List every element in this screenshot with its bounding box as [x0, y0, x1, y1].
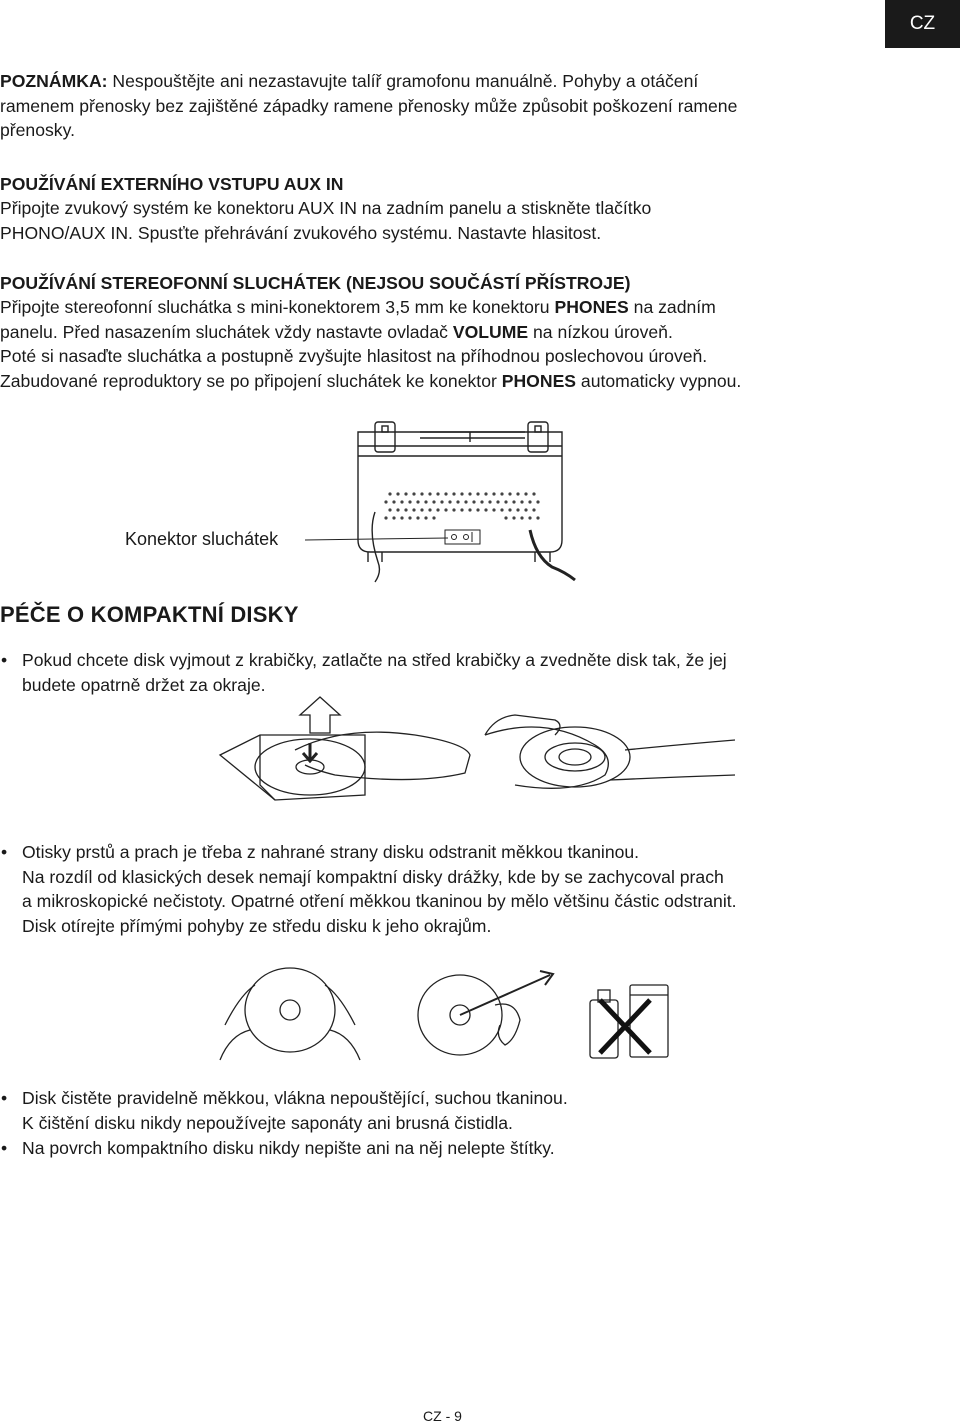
turntable-rear-illustration — [330, 412, 600, 587]
hp-line-1c: na zadním — [628, 297, 716, 317]
note-line-3: přenosky. — [0, 120, 75, 140]
hp-line-2a: panelu. Před nasazením sluchátek vždy nastavte ovladač — [0, 321, 453, 342]
note-label: POZNÁMKA: — [0, 71, 108, 91]
hp-line-4c: automaticky vypnou. — [576, 370, 742, 391]
hp-line-1a: Připojte stereofonní sluchátka s mini-konektorem 3,5 mm ke konektoru — [0, 297, 555, 317]
bullet-item-3 — [0, 1086, 870, 1138]
headphones-heading: POUŽÍVÁNÍ STEREOFONNÍ SLUCHÁTEK (NEJSOU SOUČÁSTÍ PŘÍSTROJE) — [0, 273, 631, 293]
note-line-2: ramenem přenosky bez zajištěné západky ramene přenosky může způsobit poškození ramene — [0, 95, 738, 116]
headphones-paragraph — [0, 295, 741, 393]
bullet-3-line-2: K čištění disku nikdy nepoužívejte saponáty ani brusná čistidla. — [22, 1112, 513, 1133]
callout-line — [305, 530, 450, 550]
cd-care-title: PÉČE O KOMPAKTNÍ DISKY — [0, 602, 299, 627]
page-number: CZ - 9 — [423, 1408, 462, 1424]
bullet-2-line-4: Disk otírejte přímými pohyby ze středu disku k jeho okrajům. — [22, 915, 492, 936]
bullet-2-line-3: a mikroskopické nečistoty. Opatrné otření měkkou tkaninou by mělo většinu částic odstranit. — [22, 891, 737, 911]
bullet-dot: • — [1, 1088, 8, 1108]
aux-line-1: Připojte zvukový systém ke konektoru AUX IN na zadním panelu a stiskněte tlačítko — [0, 198, 652, 218]
bullet-2-line-1: Otisky prstů a prach je třeba z nahrané strany disku odstranit měkkou tkaninou. — [22, 842, 640, 862]
bullet-1-line-1: Pokud chcete disk vyjmout z krabičky, zatlačte na střed krabičky a zvedněte disk tak, že jej — [22, 650, 727, 670]
bullet-dot: • — [1, 1138, 8, 1158]
hp-volume-label: VOLUME — [452, 321, 529, 342]
aux-heading: POUŽÍVÁNÍ EXTERNÍHO VSTUPU AUX IN — [0, 174, 344, 194]
bullet-dot: • — [1, 842, 8, 862]
aux-line-2: PHONO/AUX IN. Spusťte přehrávání zvukového systému. Nastavte hlasitost. — [0, 222, 602, 243]
bullet-4-line-1: Na povrch kompaktního disku nikdy nepište ani na něj nelepte štítky. — [22, 1138, 555, 1158]
disc-cleaning-illustration — [215, 965, 675, 1065]
hp-line-4a: Zabudované reproduktory se po připojení sluchátek ke konektor — [0, 370, 502, 391]
bullet-dot: • — [1, 650, 8, 670]
language-tab: CZ — [885, 0, 960, 48]
hp-line-3: Poté si nasaďte sluchátka a postupně zvyšujte hlasitost na příhodnou poslechovou úroveň. — [0, 346, 708, 366]
hp-line-2c: na nízkou úroveň. — [528, 321, 673, 342]
disc-removal-illustration — [215, 695, 735, 810]
bullet-1-line-2: budete opatrně držet za okraje. — [22, 674, 266, 695]
headphone-jack-callout: Konektor sluchátek — [125, 529, 279, 549]
note-line-1: Nespouštějte ani nezastavujte talíř gramofonu manuálně. Pohyby a otáčení — [107, 71, 699, 91]
bullet-3-line-1: Disk čistěte pravidelně měkkou, vlákna nepouštějící, suchou tkaninou. — [22, 1088, 568, 1108]
bullet-2-line-2: Na rozdíl od klasických desek nemají kompaktní disky drážky, kde by se zachycoval prach — [22, 866, 724, 887]
note-paragraph — [0, 69, 737, 143]
bullet-item-4 — [0, 1136, 870, 1162]
hp-phones-label-1: PHONES — [554, 297, 629, 317]
bullet-item-1 — [0, 648, 870, 698]
bullet-item-2 — [0, 840, 870, 940]
aux-paragraph — [0, 196, 651, 245]
hp-phones-label-2: PHONES — [501, 370, 577, 391]
